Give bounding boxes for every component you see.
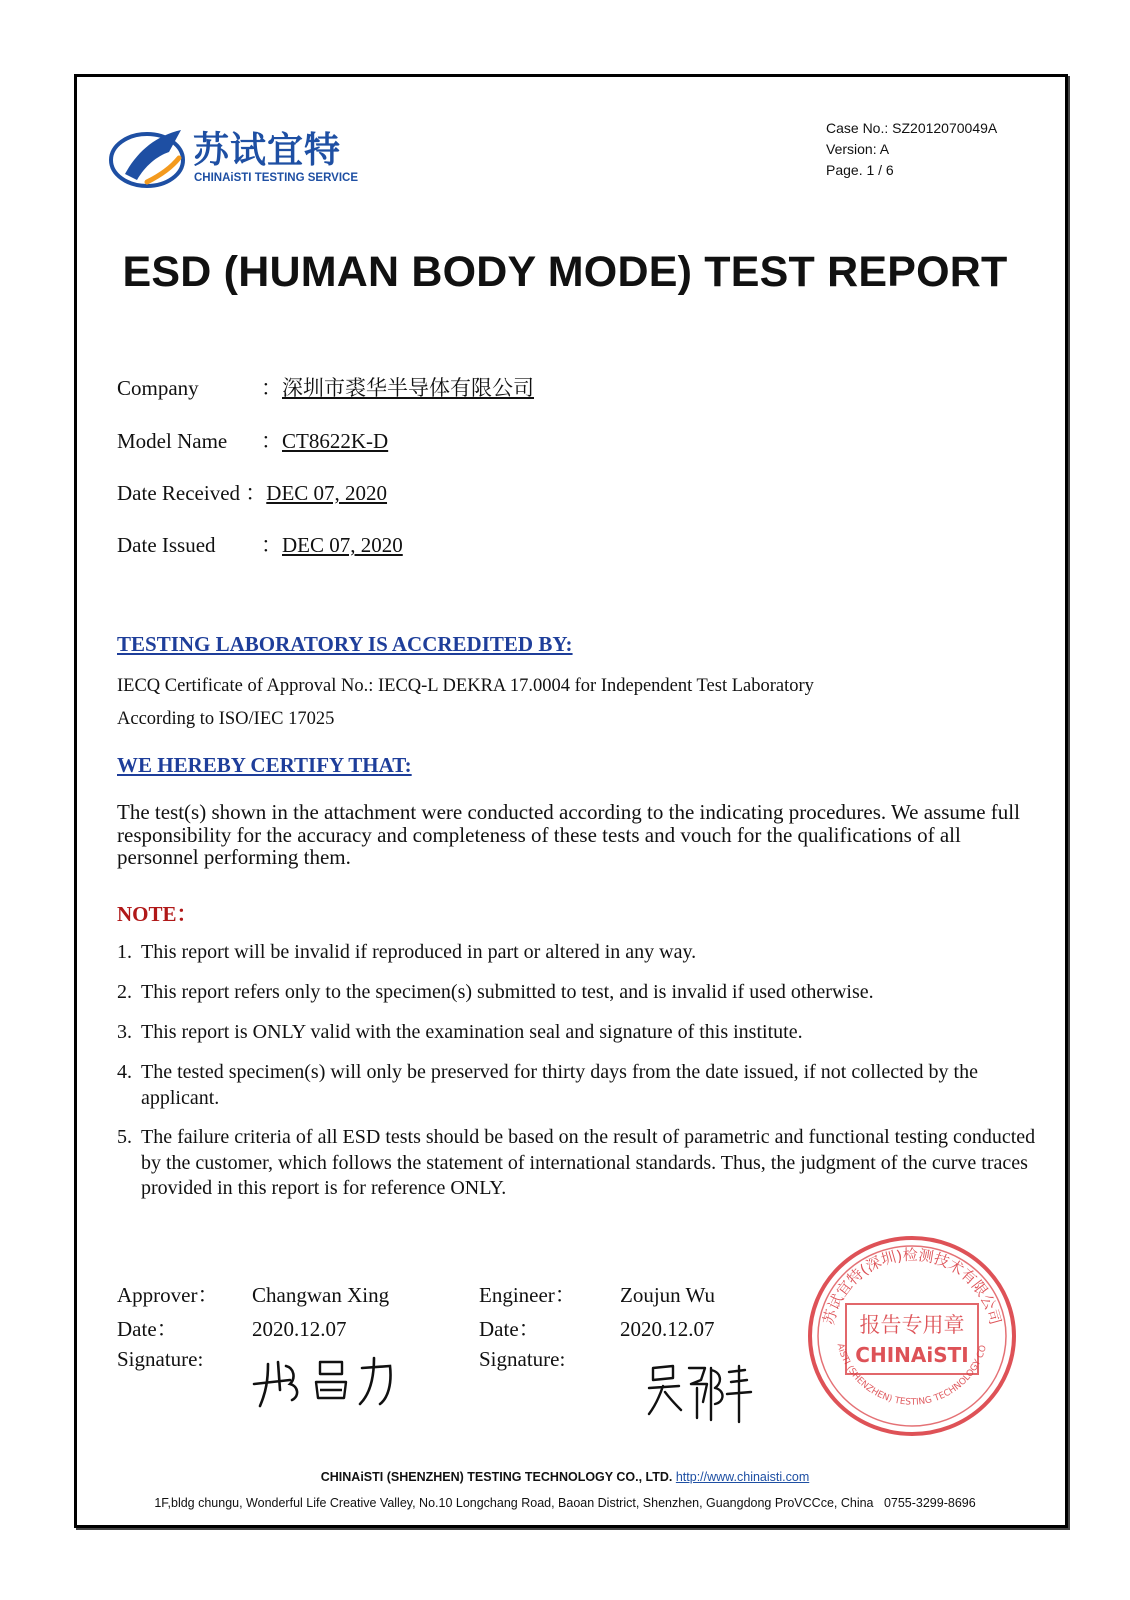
accredited-line-1: IECQ Certificate of Approval No.: IECQ-L DEKRA 17.0004 for Independent Test Laboratory: [117, 676, 814, 696]
seal-center-english: CHINAiSTI: [855, 1343, 969, 1367]
note-text: This report will be invalid if reproduced in part or altered in any way.: [141, 941, 697, 963]
date-received-colon: ：: [240, 481, 267, 505]
date-received-label: Date Received: [117, 481, 241, 505]
note-text: The tested specimen(s) will only be preserved for thirty days from the date issued, if not collected by the applicant.: [141, 1061, 978, 1109]
report-title: ESD (HUMAN BODY MODE) TEST REPORT: [122, 248, 1008, 296]
seal-graphic: [802, 1228, 1022, 1438]
footer-website-link[interactable]: http://www.chinaisti.com: [675, 1470, 810, 1484]
note-item-2: [117, 980, 1037, 1006]
note-text: This report is ONLY valid with the examination seal and signature of this institute.: [141, 1021, 803, 1043]
note-text: The failure criteria of all ESD tests should be based on the result of parametric and functional testing conducted by the customer, which follows the statement of international standards. Thus, the judgment of the curve traces provided in this report is for reference ONLY.: [141, 1126, 1036, 1199]
accredited-line-2: According to ISO/IEC 17025: [117, 709, 335, 729]
certify-text: The test(s) shown in the attachment were conducted according to the indicating procedures. We assume full responsibility for the accuracy and completeness of these tests and vouch for the qualifications of all personnel performing them.: [117, 800, 1020, 869]
engineer-label: Engineer：: [479, 1283, 576, 1307]
note-item-5: [117, 1125, 1037, 1202]
logo-english-name: CHINAiSTI TESTING SERVICE: [194, 172, 359, 184]
model-label: Model Name: [117, 429, 228, 453]
accredited-text: [117, 670, 1047, 736]
model-row: [117, 425, 388, 455]
note-number: 5.: [117, 1126, 132, 1148]
company-colon: ：: [261, 376, 282, 400]
approver-date: 2020.12.07: [252, 1317, 347, 1341]
seal-center-chinese: 报告专用章: [859, 1313, 965, 1337]
footer-phone: 0755-3299-8696: [883, 1496, 976, 1510]
date-issued-colon: ：: [261, 533, 282, 557]
note-text: This report refers only to the specimen(s) submitted to test, and is invalid if used otherwise.: [141, 981, 874, 1003]
date-received-row: [117, 477, 387, 507]
date-issued-label: Date Issued: [117, 533, 216, 557]
footer-address: 1F,bldg chungu, Wonderful Life Creative Valley, No.10 Longchang Road, Baoan District, Shenzhen, Guangdong ProVCCce, China: [154, 1496, 874, 1510]
model-value: CT8622K-D: [282, 429, 389, 453]
approver-signature-label: Signature:: [117, 1347, 204, 1371]
date-received-value: DEC 07, 2020: [266, 481, 388, 505]
engineer-date: 2020.12.07: [620, 1317, 715, 1341]
company-logo: [107, 122, 357, 192]
seal-bottom-text: AiSTI (SHENZHEN) TESTING TECHNOLOGY CO: [834, 1342, 989, 1408]
footer-company-line: [0, 1470, 1130, 1484]
official-seal: [802, 1228, 1022, 1438]
date-issued-value: DEC 07, 2020: [282, 533, 403, 557]
date-issued-row: [117, 529, 403, 559]
company-row: [117, 372, 534, 402]
note-number: 2.: [117, 981, 132, 1003]
certify-heading: WE HEREBY CERTIFY THAT:: [117, 753, 412, 777]
note-item-3: [117, 1020, 1037, 1046]
engineer-name: Zoujun Wu: [620, 1283, 716, 1307]
note-number: 1.: [117, 941, 132, 963]
footer-company: CHINAiSTI (SHENZHEN) TESTING TECHNOLOGY CO., LTD.: [320, 1470, 673, 1484]
approver-label: Approver：: [117, 1283, 219, 1307]
engineer-signature: [645, 1358, 755, 1428]
case-meta: [826, 118, 997, 181]
company-label: Company: [117, 376, 199, 400]
version: Version: A: [826, 141, 890, 157]
page-number: Page. 1 / 6: [826, 162, 894, 178]
footer-address-line: [0, 1496, 1130, 1510]
model-colon: ：: [261, 429, 282, 453]
case-number: Case No.: SZ2012070049A: [826, 120, 998, 136]
engineer-signature-label: Signature:: [479, 1347, 566, 1371]
engineer-date-label: Date：: [479, 1317, 540, 1341]
seal-outer-text: 苏试宜特(深圳)检测技术有限公司: [819, 1245, 1005, 1327]
approver-name: Changwan Xing: [252, 1283, 390, 1307]
approver-signature: [250, 1350, 400, 1410]
company-value: 深圳市裘华半导体有限公司: [282, 376, 534, 400]
accredited-heading: TESTING LABORATORY IS ACCREDITED BY:: [117, 632, 573, 656]
note-number: 3.: [117, 1021, 132, 1043]
note-heading: NOTE：: [117, 902, 198, 926]
note-item-1: [117, 940, 1037, 966]
note-number: 4.: [117, 1061, 132, 1083]
note-item-4: [117, 1060, 1037, 1111]
logo-emblem-icon: [107, 122, 187, 192]
approver-date-label: Date：: [117, 1317, 178, 1341]
logo-chinese-name: 苏试宜特: [193, 130, 342, 171]
